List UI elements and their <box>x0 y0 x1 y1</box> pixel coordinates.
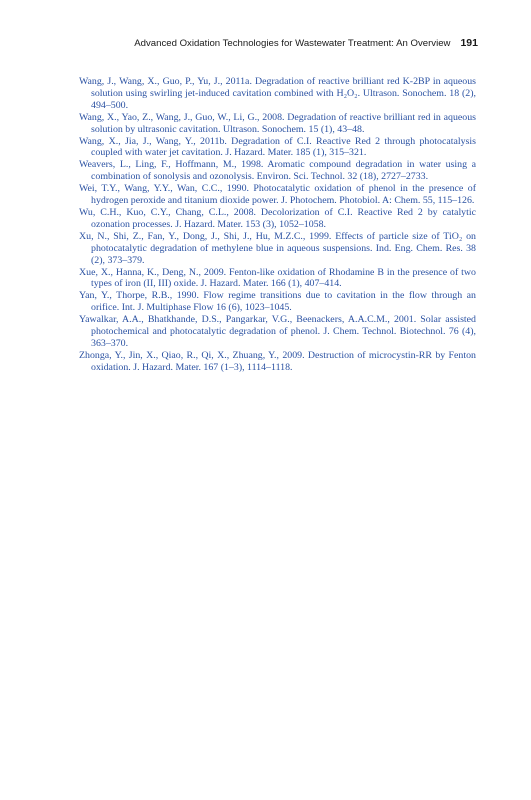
reference-entry: Yawalkar, A.A., Bhatkhande, D.S., Pangarkar, V.G., Beenackers, A.A.C.M., 2001. Solar assisted photochemical and photocatalytic degradation of phenol. J. Chem. Technol. Biotechnol. 76 (4), 363–370. <box>79 314 476 349</box>
page-number: 191 <box>460 37 478 49</box>
reference-entry: Wang, X., Jia, J., Wang, Y., 2011b. Degradation of C.I. Reactive Red 2 through photocatalysis coupled with water jet cavitation. J. Hazard. Mater. 185 (1), 315–321. <box>79 135 476 159</box>
running-head <box>80 37 478 49</box>
reference-entry: Wang, J., Wang, X., Guo, P., Yu, J., 2011a. Degradation of reactive brilliant red K-2BP in aqueous solution using swirling jet-induced cavitation combined with H₂O₂. Ultrason. Sonochem. 18 (2), 494–500. <box>79 76 476 111</box>
reference-entry: Zhonga, Y., Jin, X., Qiao, R., Qi, X., Zhuang, Y., 2009. Destruction of microcystin-RR by Fenton oxidation. J. Hazard. Mater. 167 (1–3), 1114–1118. <box>79 349 476 373</box>
reference-entry: Xu, N., Shi, Z., Fan, Y., Dong, J., Shi, J., Hu, M.Z.C., 1999. Effects of particle size of TiO₂ on photocatalytic degradation of methylene blue in aqueous suspensions. Ind. Eng. Chem. Res. 38 (2), 373–379. <box>79 230 476 266</box>
reference-entry: Wu, C.H., Kuo, C.Y., Chang, C.L., 2008. Decolorization of C.I. Reactive Red 2 by catalytic ozonation processes. J. Hazard. Mater. 153 (3), 1052–1058. <box>79 206 476 230</box>
running-title: Advanced Oxidation Technologies for Wastewater Treatment: An Overview <box>134 38 451 49</box>
reference-entry: Weavers, L., Ling, F., Hoffmann, M., 1998. Aromatic compound degradation in water using a combination of sonolysis and ozonolysis. Environ. Sci. Technol. 32 (18), 2727–2733. <box>79 159 476 183</box>
reference-entry: Xue, X., Hanna, K., Deng, N., 2009. Fenton-like oxidation of Rhodamine B in the presence of two types of iron (II, III) oxide. J. Hazard. Mater. 166 (1), 407–414. <box>79 266 476 290</box>
reference-list <box>79 76 476 374</box>
reference-entry: Wei, T.Y., Wang, Y.Y., Wan, C.C., 1990. Photocatalytic oxidation of phenol in the presence of hydrogen peroxide and titanium dioxide power. J. Photochem. Photobiol. A: Chem. 55, 115–126. <box>79 183 476 207</box>
reference-entry: Wang, X., Yao, Z., Wang, J., Guo, W., Li, G., 2008. Degradation of reactive brilliant red in aqueous solution by ultrasonic cavitation. Ultrason. Sonochem. 15 (1), 43–48. <box>79 111 476 135</box>
reference-entry: Yan, Y., Thorpe, R.B., 1990. Flow regime transitions due to cavitation in the flow through an orifice. Int. J. Multiphase Flow 16 (6), 1023–1045. <box>79 290 476 314</box>
